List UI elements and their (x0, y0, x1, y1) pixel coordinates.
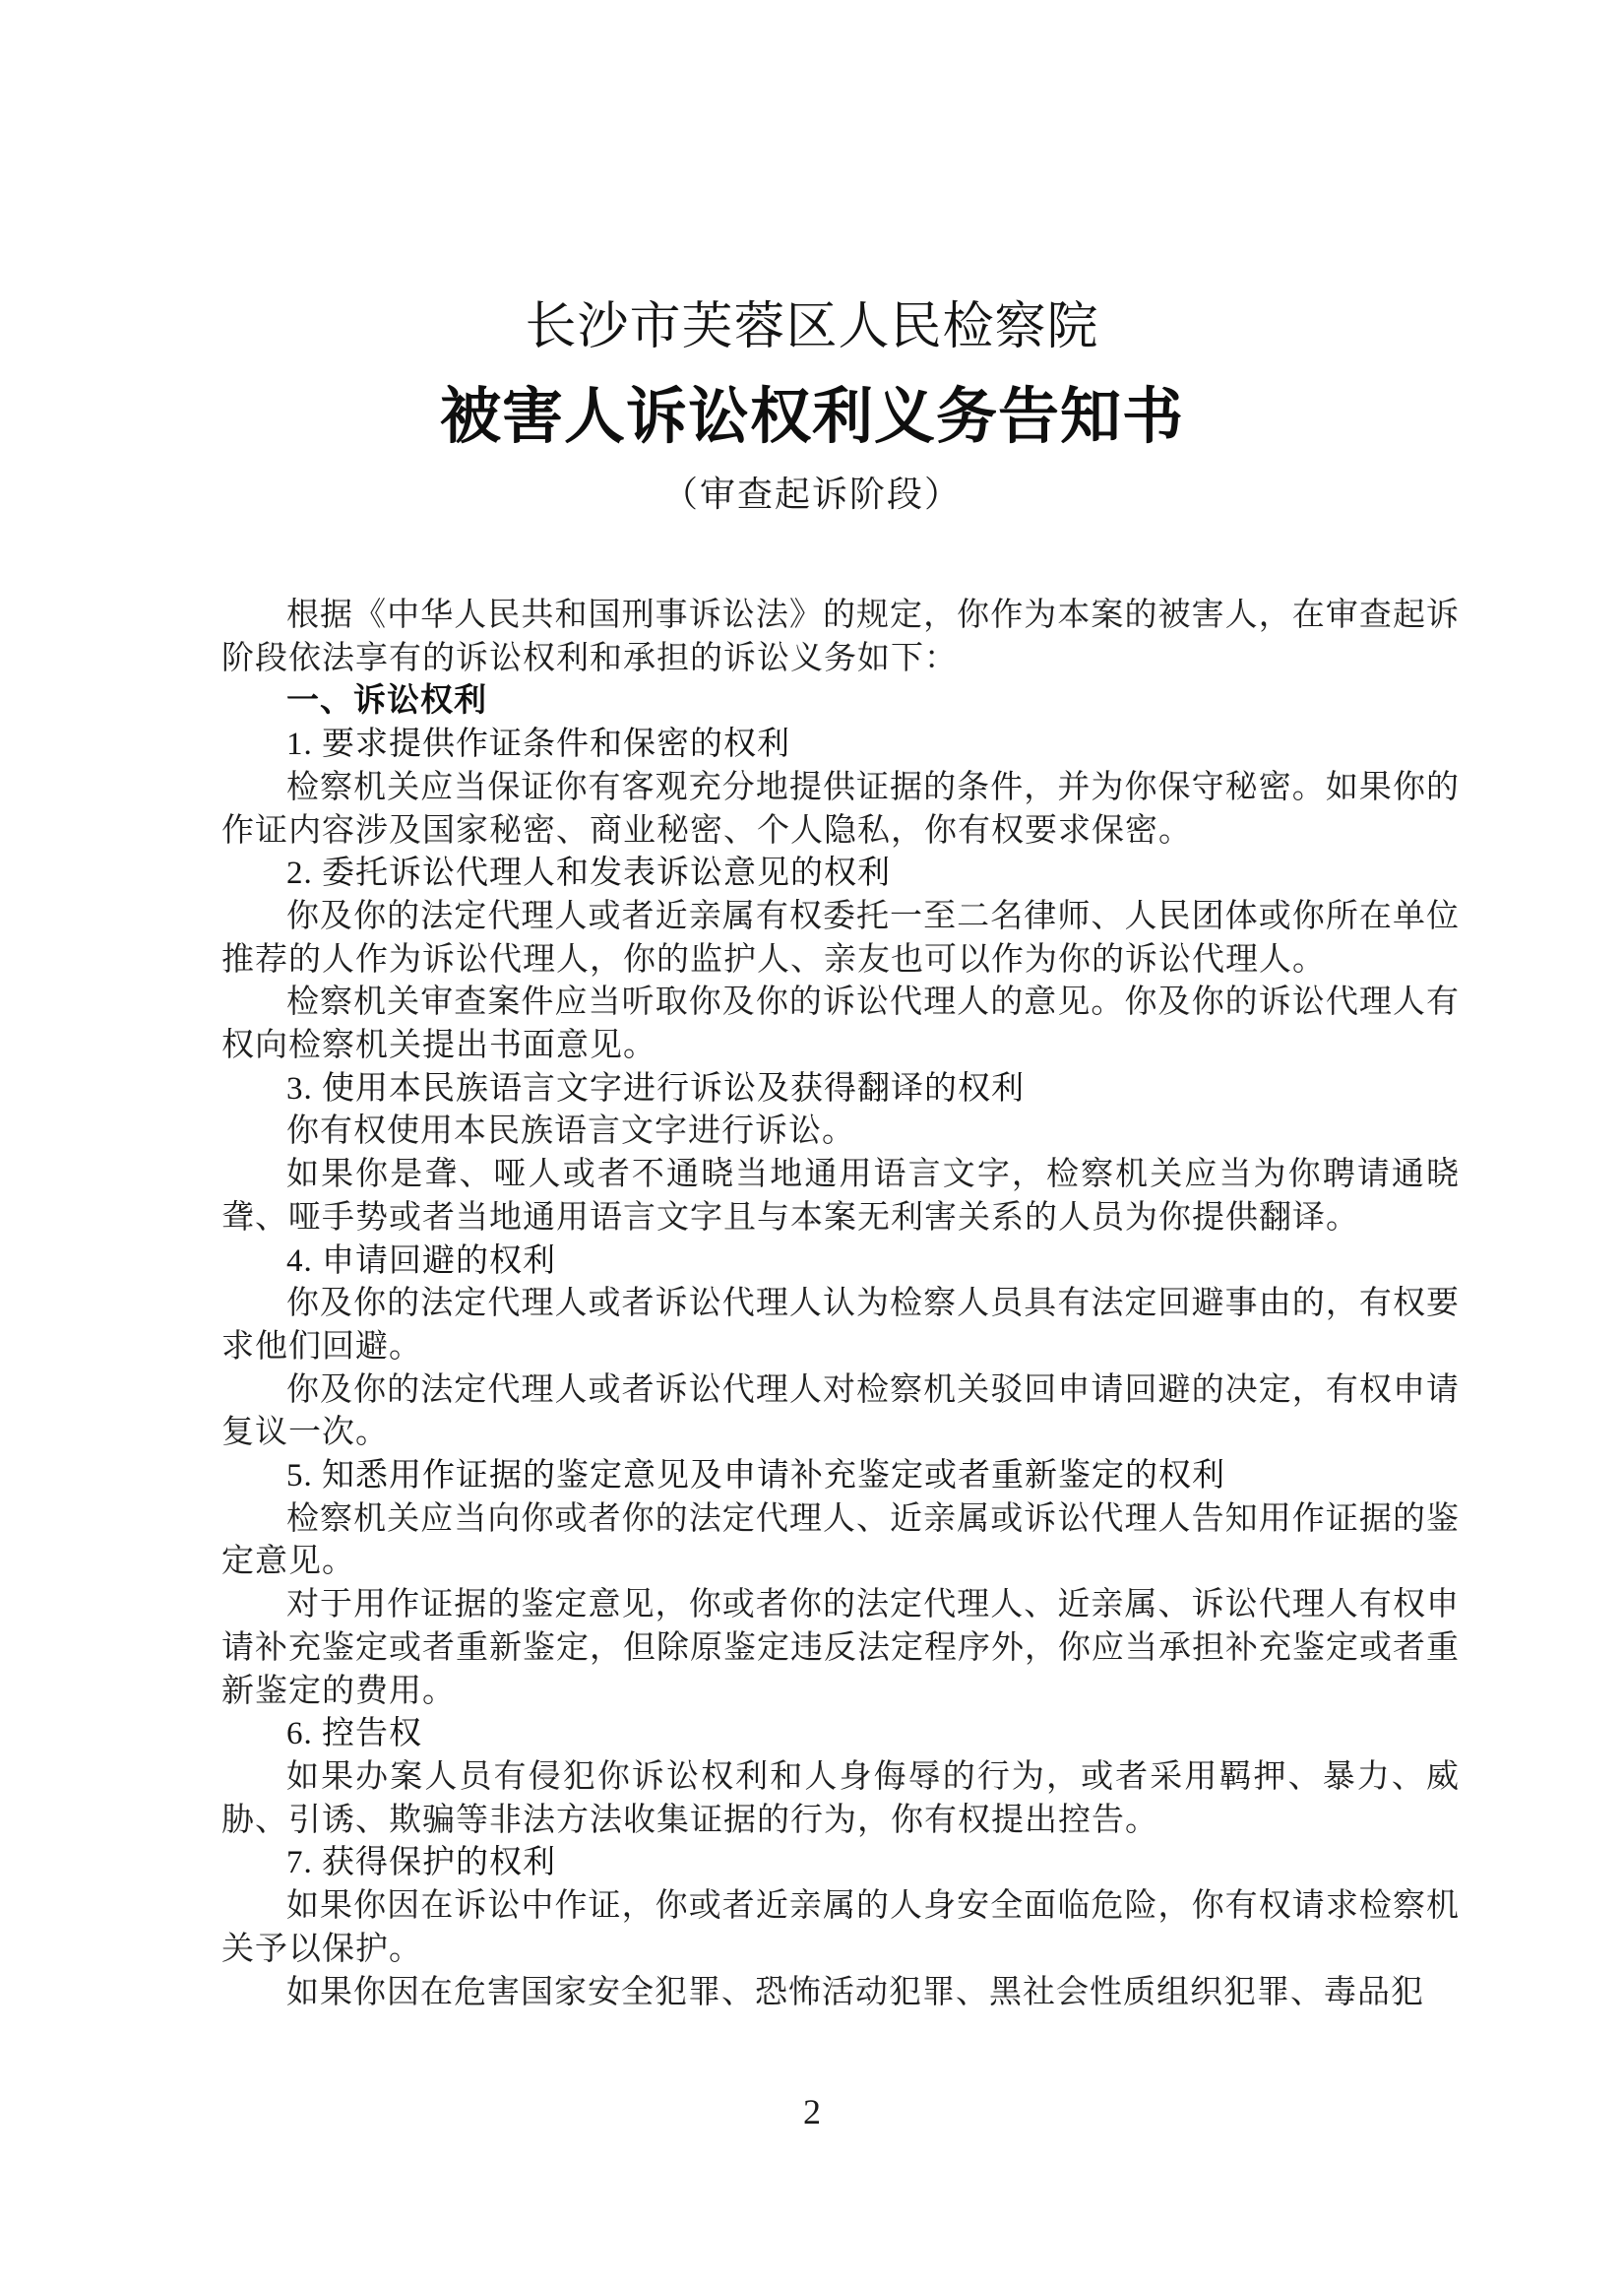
document-body (221, 595, 1460, 2014)
stage-subtitle: （审查起诉阶段） (661, 475, 962, 514)
right-item-2-paragraph-1: 你及你的法定代理人或者近亲属有权委托一至二名律师、人民团体或你所在单位推荐的人作为诉讼代理人，你的监护人、亲友也可以作为你的诉讼代理人。 (221, 898, 1460, 978)
right-item-7-paragraph-1: 如果你因在诉讼中作证，你或者近亲属的人身安全面临危险，你有权请求检察机关予以保护。 (221, 1888, 1460, 1967)
page-number: 2 (803, 2092, 821, 2131)
right-item-1-heading: 1. 要求提供作证条件和保密的权利 (286, 727, 790, 763)
right-item-4-heading: 4. 申请回避的权利 (286, 1242, 556, 1279)
intro-paragraph: 根据《中华人民共和国刑事诉讼法》的规定，你作为本案的被害人，在审查起诉阶段依法享有的诉讼权利和承担的诉讼义务如下： (221, 598, 1460, 676)
right-item-6-paragraph-1: 如果办案人员有侵犯你诉讼权利和人身侮辱的行为，或者采用羁押、暴力、威胁、引诱、欺骗等非法方法收集证据的行为，你有权提出控告。 (221, 1758, 1460, 1838)
document-title: 被害人诉讼权利义务告知书 (439, 384, 1184, 451)
right-item-2-paragraph-2: 检察机关审查案件应当听取你及你的诉讼代理人的意见。你及你的诉讼代理人有权向检察机关提出书面意见。 (221, 985, 1460, 1064)
right-item-7-heading: 7. 获得保护的权利 (286, 1845, 556, 1881)
right-item-1-paragraph-1: 检察机关应当保证你有客观充分地提供证据的条件，并为你保守秘密。如果你的作证内容涉及国家秘密、商业秘密、个人隐私，你有权要求保密。 (221, 769, 1460, 849)
right-item-5-heading: 5. 知悉用作证据的鉴定意见及申请补充鉴定或者重新鉴定的权利 (286, 1458, 1225, 1494)
right-item-5-paragraph-2: 对于用作证据的鉴定意见，你或者你的法定代理人、近亲属、诉讼代理人有权申请补充鉴定或者重新鉴定，但除原鉴定违反法定程序外，你应当承担补充鉴定或者重新鉴定的费用。 (221, 1587, 1460, 1709)
right-item-4-paragraph-2: 你及你的法定代理人或者诉讼代理人对检察机关驳回申请回避的决定，有权申请复议一次。 (221, 1371, 1460, 1451)
right-item-7-paragraph-2: 如果你因在危害国家安全犯罪、恐怖活动犯罪、黑社会性质组织犯罪、毒品犯 (286, 1974, 1424, 2010)
procuratorate-name: 长沙市芙蓉区人民检察院 (525, 299, 1099, 355)
right-item-3-paragraph-2: 如果你是聋、哑人或者不通晓当地通用语言文字，检察机关应当为你聘请通晓聋、哑手势或者当地通用语言文字且与本案无利害关系的人员为你提供翻译。 (221, 1157, 1460, 1236)
right-item-3-paragraph-1: 你有权使用本民族语言文字进行诉讼。 (286, 1113, 855, 1150)
section-title-litigation-rights: 一、诉讼权利 (286, 683, 487, 720)
right-item-4-paragraph-1: 你及你的法定代理人或者诉讼代理人认为检察人员具有法定回避事由的，有权要求他们回避。 (221, 1286, 1460, 1365)
right-item-6-heading: 6. 控告权 (286, 1716, 422, 1752)
right-item-3-heading: 3. 使用本民族语言文字进行诉讼及获得翻译的权利 (286, 1070, 1025, 1107)
right-item-5-paragraph-1: 检察机关应当向你或者你的法定代理人、近亲属或诉讼代理人告知用作证据的鉴定意见。 (221, 1500, 1460, 1580)
right-item-2-heading: 2. 委托诉讼代理人和发表诉讼意见的权利 (286, 856, 891, 892)
